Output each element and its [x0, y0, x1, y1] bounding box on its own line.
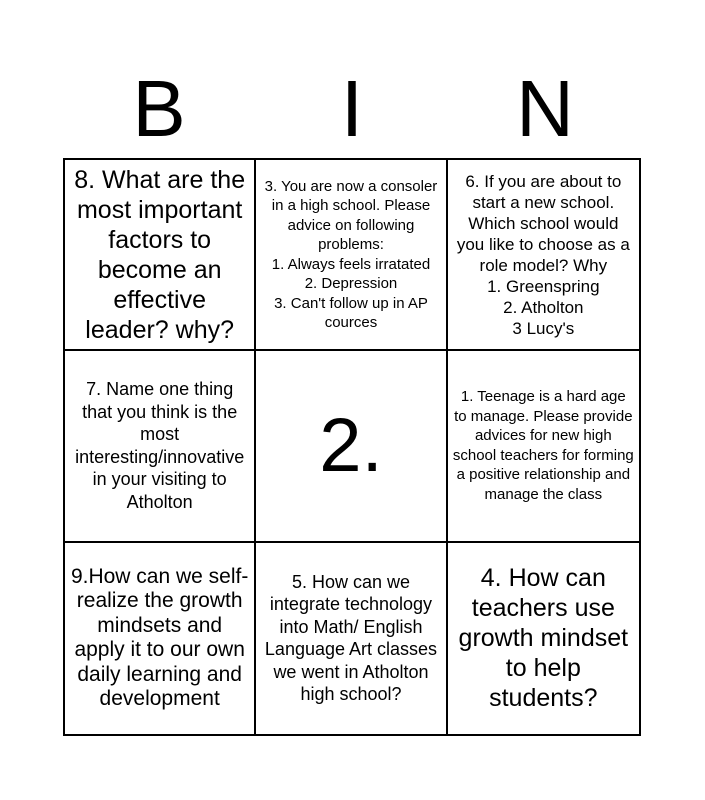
bingo-cell-center[interactable]: [256, 351, 447, 542]
bingo-cell-innovation[interactable]: [65, 351, 256, 542]
cell-text: 8. What are the most important factors to become an effective leader? why?: [74, 165, 246, 344]
bingo-header: [63, 60, 641, 158]
cell-text: 9.How can we self-realize the growth mindsets and apply it to our own daily learning and development: [70, 564, 249, 711]
bingo-cell-technology[interactable]: [256, 543, 447, 734]
bingo-cell-growth-mindset-self[interactable]: [65, 543, 256, 734]
header-letter-n: N: [516, 64, 574, 153]
cell-text: 5. How can we integrate technology into Math/ English Language Art classes we went in Atholton high school?: [264, 571, 438, 705]
header-letter-i: I: [340, 64, 364, 153]
bingo-board: [63, 158, 641, 736]
bingo-cell-teenage[interactable]: [448, 351, 639, 542]
bingo-cell-leadership[interactable]: [65, 160, 256, 351]
cell-text: 6. If you are about to start a new school. Which school would you like to choose as a role model? Why 1. Greenspring 2. Atholton 3 Lucy's: [456, 171, 630, 338]
bingo-cell-growth-mindset-teachers[interactable]: [448, 543, 639, 734]
cell-text: 4. How can teachers use growth mindset to help students?: [458, 564, 629, 713]
bingo-cell-role-model[interactable]: [448, 160, 639, 351]
cell-text: 2.: [319, 402, 383, 488]
header-letter-b: B: [132, 64, 186, 153]
bingo-cell-counselor[interactable]: [256, 160, 447, 351]
cell-text: 1. Teenage is a hard age to manage. Please provide advices for new high school teachers for forming a positive relationship and manage the class: [452, 388, 634, 503]
cell-text: 7. Name one thing that you think is the most interesting/innovative in your visiting to Atholton: [75, 379, 245, 512]
cell-text: 3. You are now a consoler in a high school. Please advice on following problems: 1. Always feels irratated 2. Depression 3. Can't follow up in AP cources: [264, 177, 438, 332]
